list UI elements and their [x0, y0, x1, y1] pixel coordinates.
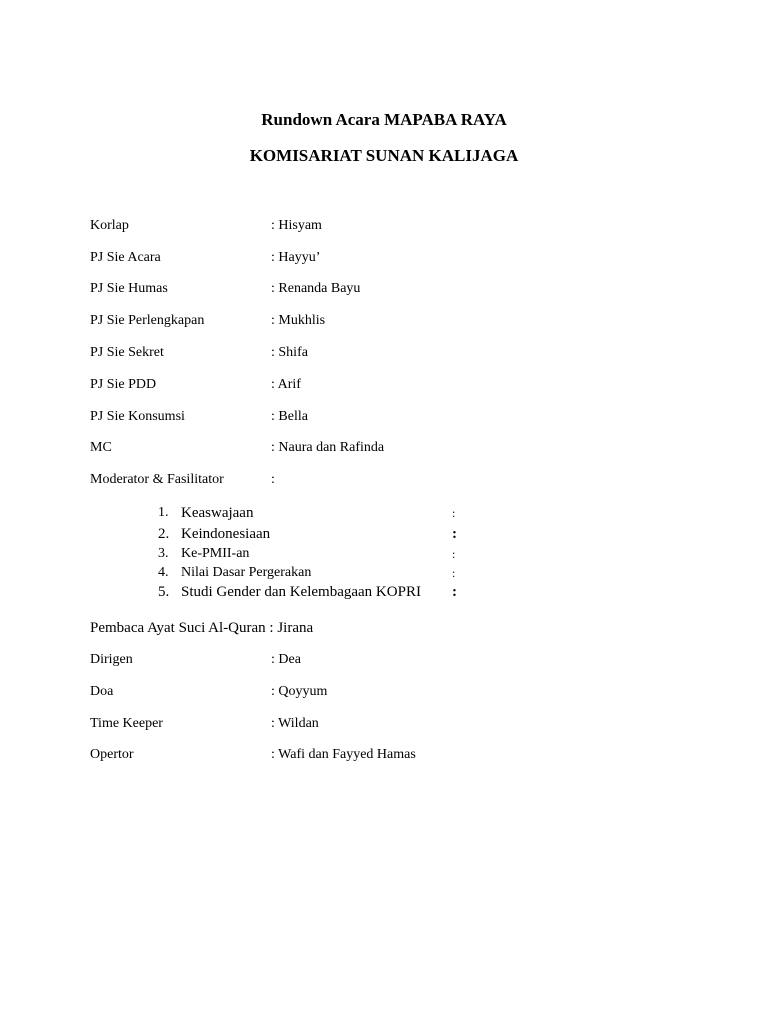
row-label: PJ Sie Humas	[90, 281, 168, 296]
list-colon: :	[452, 566, 456, 580]
list-colon: :	[452, 547, 456, 561]
row-value: : Arif	[271, 377, 301, 392]
row-value: :	[271, 472, 275, 487]
list-colon: :	[452, 506, 456, 520]
row-value: : Hisyam	[271, 218, 322, 233]
row-label: Opertor	[90, 747, 134, 762]
list-text: Nilai Dasar Pergerakan	[181, 565, 312, 580]
row-label: PJ Sie Acara	[90, 250, 161, 265]
row-value: : Naura dan Rafinda	[271, 440, 385, 455]
row-value: : Renanda Bayu	[271, 281, 361, 296]
row-label: Time Keeper	[90, 716, 163, 731]
row-label: PJ Sie Konsumsi	[90, 409, 185, 424]
row-label: PJ Sie Perlengkapan	[90, 313, 205, 328]
list-colon: :	[452, 526, 457, 542]
row-value: : Shifa	[271, 345, 308, 360]
row-value: : Wildan	[271, 716, 319, 731]
row-value: : Mukhlis	[271, 313, 326, 328]
row-label: Korlap	[90, 218, 129, 233]
row-label: PJ Sie Sekret	[90, 345, 164, 360]
row-value: : Wafi dan Fayyed Hamas	[271, 747, 416, 762]
list-colon: :	[452, 584, 457, 600]
list-text: Ke-PMII-an	[181, 546, 250, 561]
row-label: Moderator & Fasilitator	[90, 472, 224, 487]
row-label: Dirigen	[90, 652, 133, 667]
document-title: Rundown Acara MAPABA RAYA	[261, 110, 507, 129]
list-text: Keaswajaan	[181, 505, 254, 521]
row-value: : Dea	[271, 652, 301, 667]
row-label: MC	[90, 440, 112, 455]
list-number: 2.	[158, 526, 170, 542]
row-label: PJ Sie PDD	[90, 377, 157, 392]
list-text: Studi Gender dan Kelembagaan KOPRI	[181, 584, 421, 600]
list-number: 5.	[158, 584, 170, 600]
list-text: Keindonesiaan	[181, 526, 271, 542]
row-value: : Bella	[271, 409, 308, 424]
pembaca-line: Pembaca Ayat Suci Al-Quran : Jirana	[90, 620, 314, 636]
row-value: : Hayyu’	[271, 250, 321, 265]
list-number: 4.	[158, 565, 169, 580]
row-label: Doa	[90, 684, 114, 699]
list-number: 3.	[158, 546, 169, 561]
document-subtitle: KOMISARIAT SUNAN KALIJAGA	[249, 146, 519, 165]
list-number: 1.	[158, 505, 169, 520]
row-value: : Qoyyum	[271, 684, 328, 699]
